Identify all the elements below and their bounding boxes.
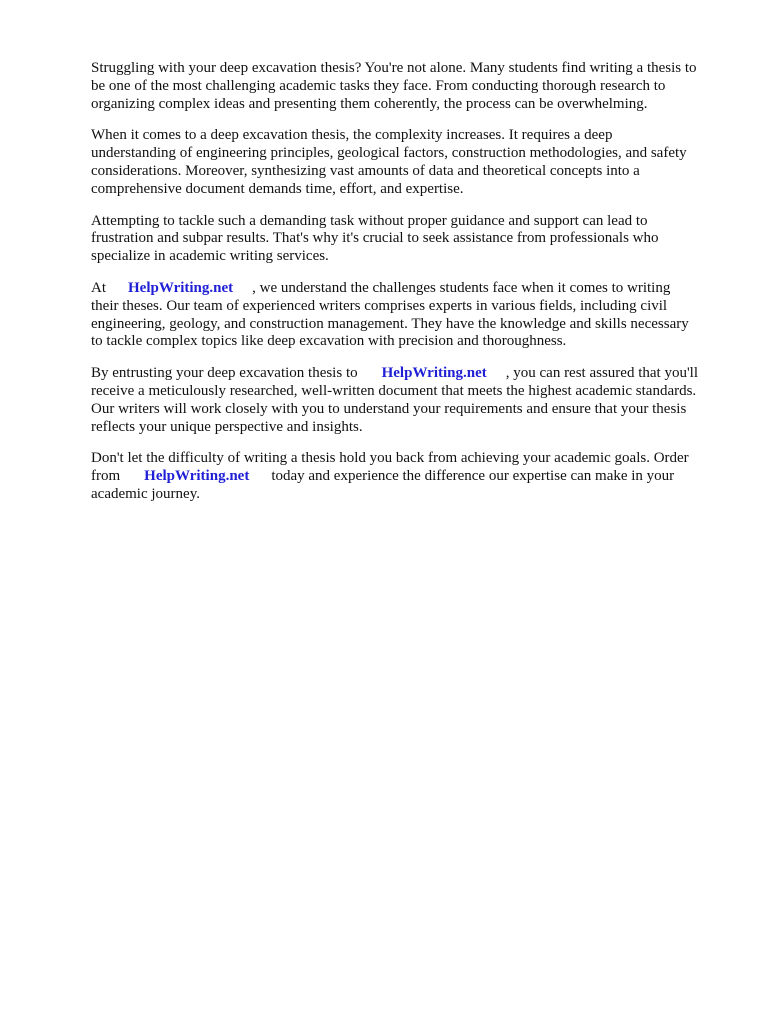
document-body xyxy=(91,60,731,518)
paragraph-about-service xyxy=(91,280,731,351)
text-line: Our writers will work closely with you to understand your requirements and ensure that your thesis xyxy=(91,400,687,417)
paragraph-intro xyxy=(91,60,731,113)
paragraph-call-to-action xyxy=(91,450,731,503)
text-line: comprehensive document demands time, effort, and expertise. xyxy=(91,180,464,197)
text-line: their theses. Our team of experienced writers comprises experts in various fields, including civil xyxy=(91,297,668,314)
text-line: Don't let the difficulty of writing a thesis hold you back from achieving your academic goals. Order xyxy=(91,450,689,467)
text-line: be one of the most challenging academic tasks they face. From conducting thorough research to xyxy=(91,77,666,94)
text-line: considerations. Moreover, synthesizing vast amounts of data and theoretical concepts into a xyxy=(91,162,640,179)
helpwriting-link[interactable]: HelpWriting.net xyxy=(381,365,487,382)
text-line: organizing complex ideas and presenting them coherently, the process can be overwhelming. xyxy=(91,95,648,112)
text-line-with-link xyxy=(91,468,731,486)
text-line: When it comes to a deep excavation thesis, the complexity increases. It requires a deep xyxy=(91,127,613,144)
text-line: engineering, geology, and construction management. They have the knowledge and skills necessary xyxy=(91,315,689,332)
text-line-with-link xyxy=(91,280,731,298)
text-line: reflects your unique perspective and insights. xyxy=(91,418,363,435)
text-line: academic journey. xyxy=(91,485,200,502)
text-fragment: At xyxy=(91,279,106,296)
helpwriting-link[interactable]: HelpWriting.net xyxy=(144,468,250,485)
text-line: understanding of engineering principles, geological factors, construction methodologies, and safety xyxy=(91,145,687,162)
text-line-with-link xyxy=(91,365,731,383)
text-fragment: from xyxy=(91,468,121,485)
text-line: receive a meticulously researched, well-written document that meets the highest academic standards. xyxy=(91,382,697,399)
text-fragment: today and experience the difference our expertise can make in your xyxy=(271,468,675,485)
helpwriting-link[interactable]: HelpWriting.net xyxy=(128,279,234,296)
paragraph-guidance xyxy=(91,213,731,266)
text-line: specialize in academic writing services. xyxy=(91,248,329,265)
paragraph-entrusting xyxy=(91,365,731,436)
text-line: Attempting to tackle such a demanding task without proper guidance and support can lead to xyxy=(91,212,648,229)
text-line: frustration and subpar results. That's why it's crucial to seek assistance from professionals who xyxy=(91,230,659,247)
text-line: Struggling with your deep excavation thesis? You're not alone. Many students find writing a thesis to xyxy=(91,60,697,76)
text-fragment: , you can rest assured that you'll xyxy=(505,365,698,382)
paragraph-complexity xyxy=(91,127,731,198)
text-line: to tackle complex topics like deep excavation with precision and thoroughness. xyxy=(91,333,567,350)
text-fragment: , we understand the challenges students face when it comes to writing xyxy=(252,279,671,296)
text-fragment: By entrusting your deep excavation thesis to xyxy=(91,365,358,382)
